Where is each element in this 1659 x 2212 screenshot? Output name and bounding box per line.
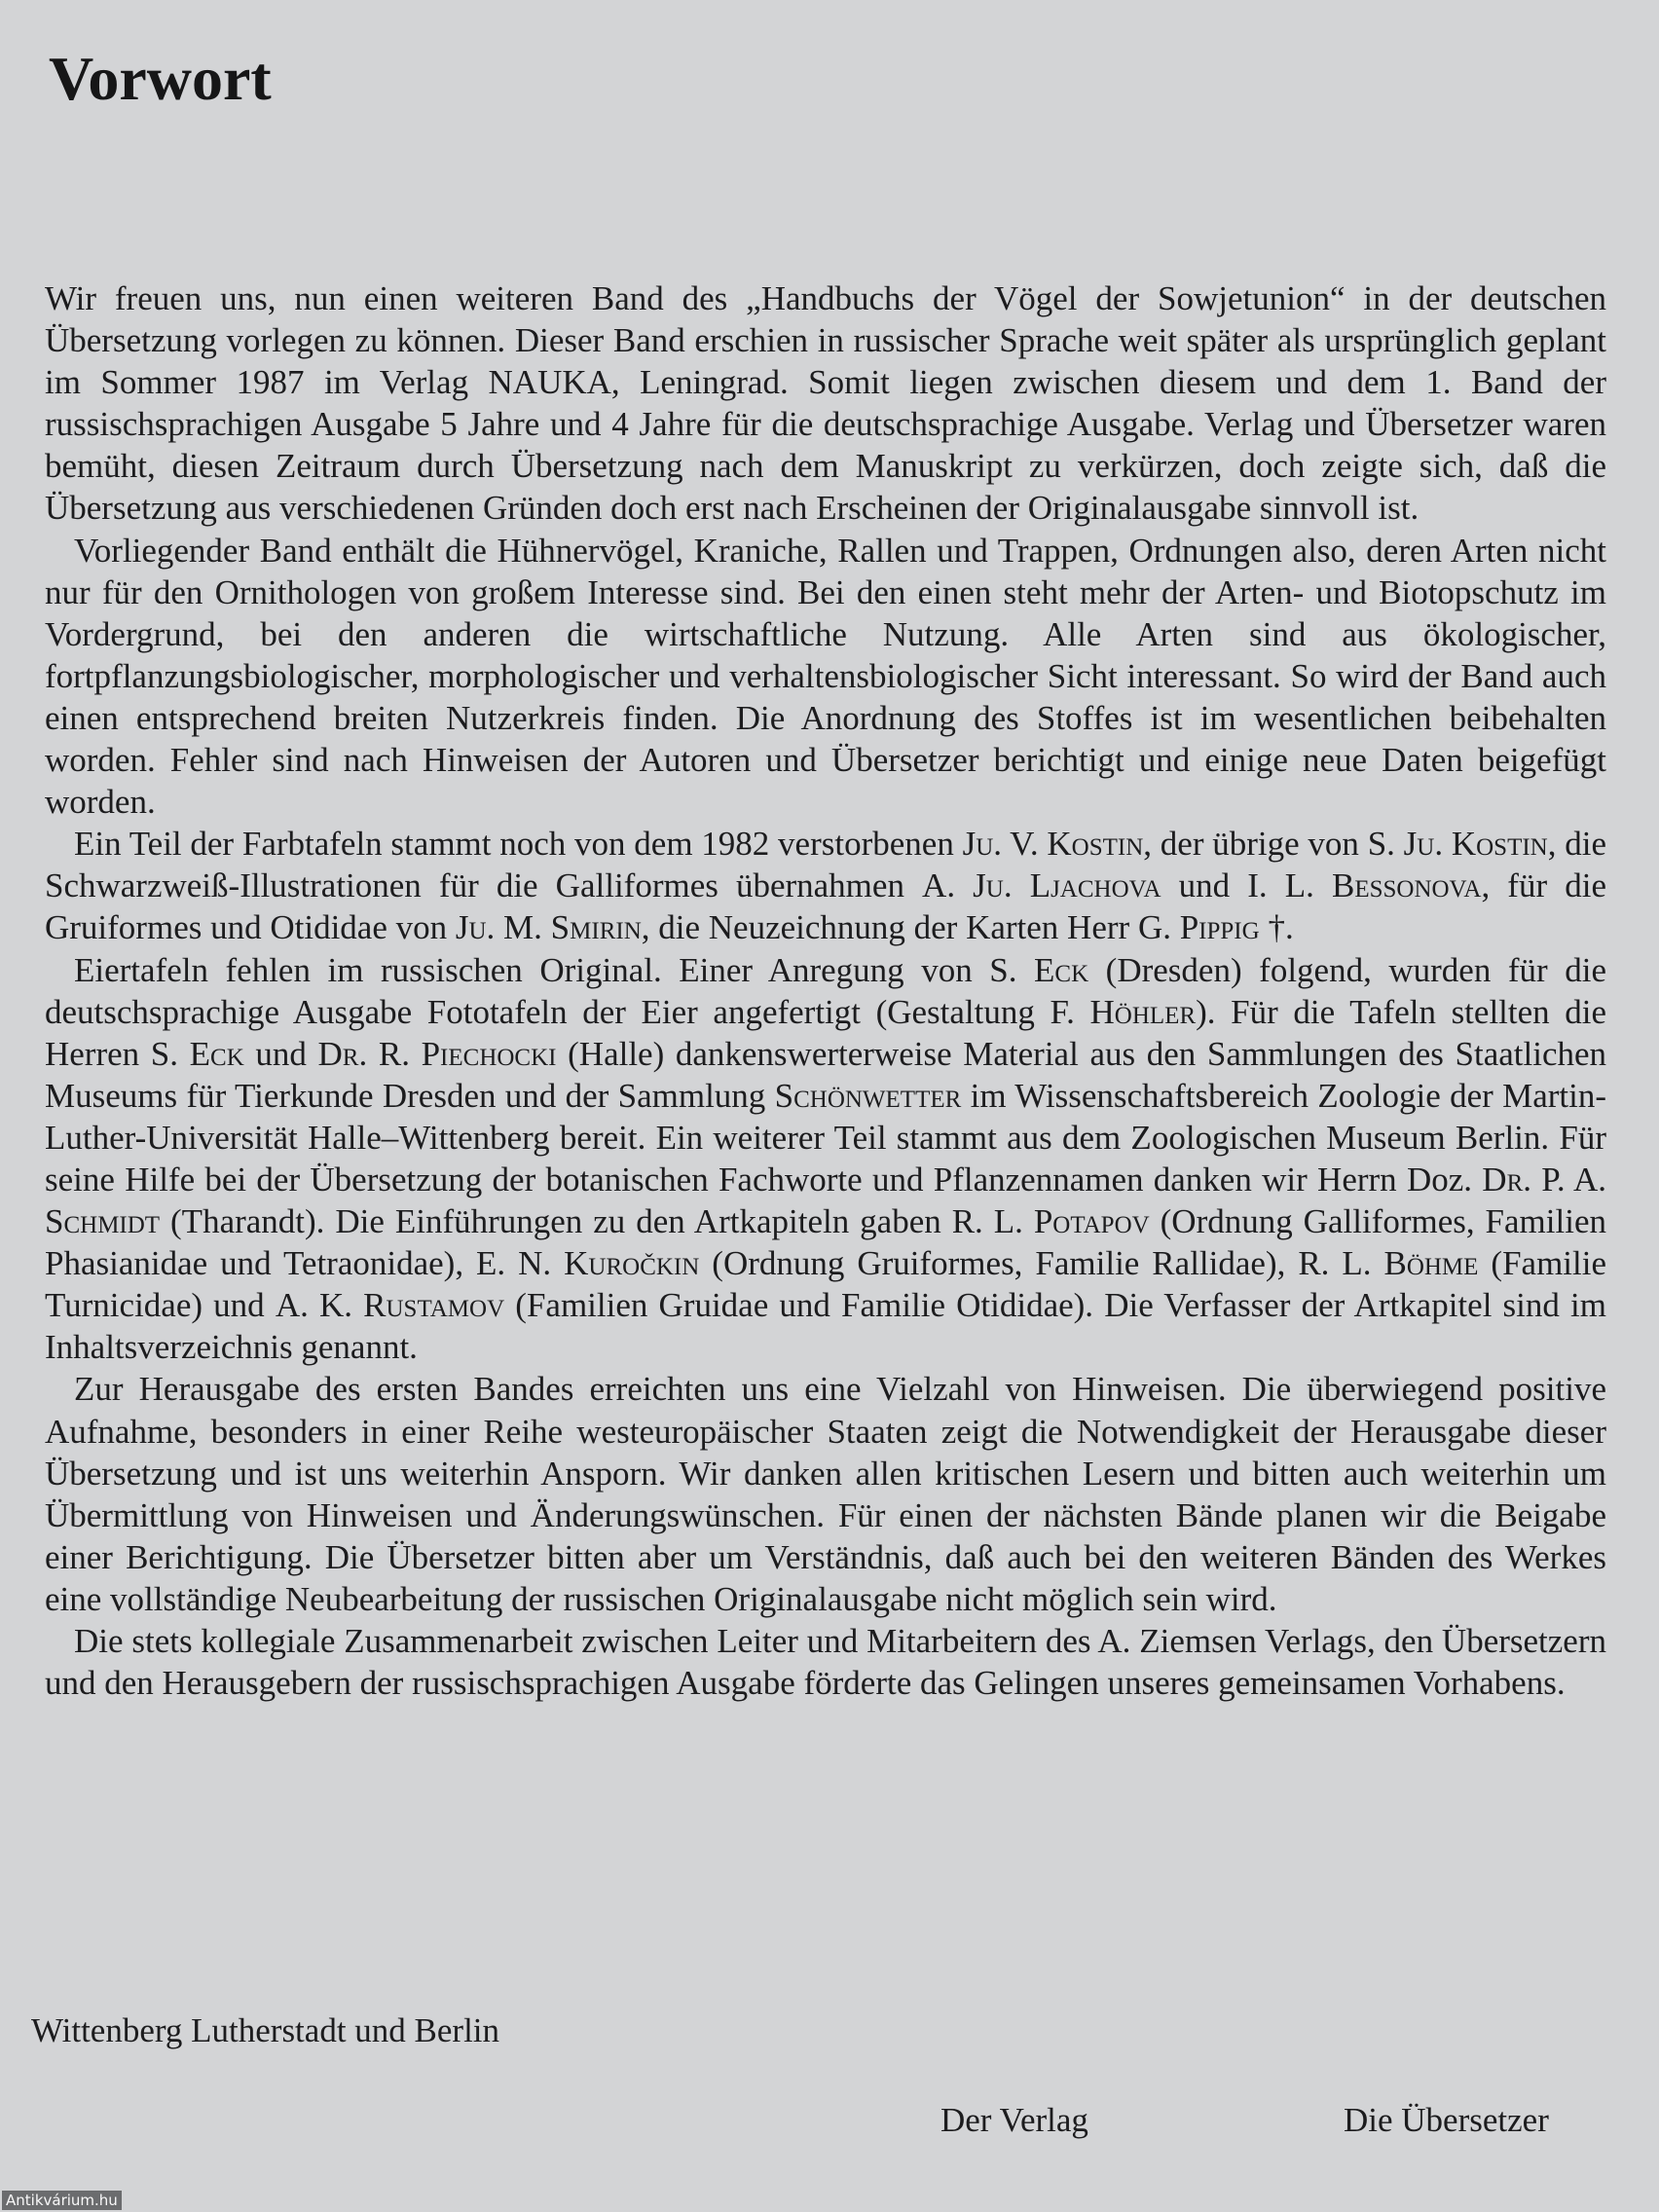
person-name: F. Höhler: [1050, 992, 1197, 1031]
paragraph: [45, 1368, 1606, 1620]
person-name: Schönwetter: [774, 1076, 962, 1115]
text-run: Zur Herausgabe des ersten Bandes erreichten uns eine Vielzahl von Hinweisen. Die überwiegend positive Aufnahme, besonders in einer Reihe westeuropäischer Staaten zeigt die Notwendigkeit der Herausgabe dieser Übersetzung und ist uns weiterhin Ansporn. Wir danken allen kritischen Lesern und bitten auch weiterhin um Übermittlung von Hinweisen und Änderungswünschen. Für einen der nächsten Bände planen wir die Beigabe einer Berichtigung. Die Übersetzer bitten aber um Verständnis, daß auch bei den weiteren Bänden des Werkes eine vollständige Neubearbeitung der russischen Originalausgabe nicht möglich sein wird.: [45, 1370, 1606, 1618]
page-title: Vorwort: [49, 44, 272, 113]
person-name: Dr. R. Piechocki: [317, 1034, 557, 1073]
paragraph: [45, 530, 1606, 824]
person-name: E. N. Kuročkin: [476, 1244, 700, 1283]
watermark-label: Antikvárium.hu: [2, 2191, 122, 2210]
person-name: Dr. P. A. Schmidt: [45, 1160, 1606, 1241]
text-run: (Tharandt). Die Einführungen zu den Artkapiteln gaben: [160, 1202, 952, 1241]
text-run: , der übrige von: [1143, 825, 1368, 864]
text-run: ). Für die Tafeln stellten die Herren: [45, 992, 1607, 1073]
text-run: †.: [1259, 908, 1294, 947]
paragraph: [45, 949, 1606, 1369]
person-name: S. Eck: [989, 950, 1089, 989]
text-run: Ein Teil der Farbtafeln stammt noch von dem 1982 verstorbenen: [74, 825, 963, 864]
text-run: (Dresden) folgend, wurden für die deutschsprachige Ausgabe Fototafeln der Eier angefertigt (Gestaltung: [45, 950, 1607, 1031]
person-name: A. Ju. Ljachova: [922, 866, 1161, 905]
text-run: , die Schwarzweiß-Illustrationen für die Galliformes übernahmen: [45, 825, 1606, 905]
text-run: Wir freuen uns, nun einen weiteren Band des „Handbuchs der Vögel der Sowjetunion“ in der deutschen Übersetzung vorlegen zu können. Dieser Band erschien in russischer Sprache weit später als ursprünglich geplant im Sommer 1987 im Verlag NAUKA, Leningrad. Somit liegen zwischen diesem und dem 1. Band der russischsprachigen Ausgabe 5 Jahre und 4 Jahre für die deutschsprachige Ausgabe. Verlag und Übersetzer waren bemüht, diesen Zeitraum durch Übersetzung nach dem Manuskript zu verkürzen, doch zeigte sich, daß die Übersetzung aus verschiedenen Gründen doch erst nach Erscheinen der Originalausgabe sinnvoll ist.: [45, 279, 1606, 528]
person-name: Ju. V. Kostin: [962, 825, 1144, 864]
text-run: und: [1161, 866, 1248, 905]
text-run: (Halle) dankenswerterweise Material aus den Sammlungen des Staatlichen Museums für Tierkunde Dresden und der Sammlung: [45, 1034, 1607, 1115]
signature-publisher: Der Verlag: [940, 2101, 1088, 2139]
text-run: , die Neuzeichnung der Karten Herr: [641, 908, 1138, 947]
text-run: (Familien Gruidae und Familie Otididae). Die Verfasser der Artkapitel sind im Inhaltsverzeichnis genannt.: [45, 1286, 1607, 1367]
person-name: R. L. Böhme: [1298, 1244, 1479, 1283]
text-run: (Familie Turnicidae) und: [45, 1244, 1606, 1325]
signature-translators: Die Übersetzer: [1344, 2101, 1549, 2139]
paragraph: [45, 1620, 1606, 1704]
text-run: im Wissenschaftsbereich Zoologie der Martin-Luther-Universität Halle–Wittenberg bereit. Ein weiterer Teil stammt aus dem Zoologischen Museum Berlin. Für seine Hilfe bei der Übersetzung der botanischen Fachworte und Pflanzennamen danken wir Herrn Doz.: [45, 1076, 1606, 1198]
text-run: Eiertafeln fehlen im russischen Original. Einer Anregung von: [74, 950, 990, 989]
person-name: S. Eck: [150, 1034, 244, 1073]
person-name: R. L. Potapov: [951, 1202, 1150, 1241]
person-name: S. Ju. Kostin: [1367, 825, 1548, 864]
text-run: und: [243, 1034, 318, 1073]
text-run: Die stets kollegiale Zusammenarbeit zwischen Leiter und Mitarbeitern des A. Ziemsen Verlags, den Übersetzern und den Herausgebern der russischsprachigen Ausgabe förderte das Gelingen unseres gemeinsamen Vorhabens.: [45, 1622, 1606, 1703]
paragraph: [45, 823, 1606, 948]
person-name: Ju. M. Smirin: [455, 908, 642, 947]
text-run: (Ordnung Galliformes, Familien Phasianidae und Tetraonidae),: [45, 1202, 1606, 1283]
place-line: Wittenberg Lutherstadt und Berlin: [31, 2011, 500, 2049]
foreword-body: [45, 277, 1606, 1704]
paragraph: [45, 277, 1606, 530]
person-name: I. L. Bessonova: [1247, 866, 1482, 905]
text-run: Vorliegender Band enthält die Hühnervögel, Kraniche, Rallen und Trappen, Ordnungen also, deren Arten nicht nur für den Ornithologen von großem Interesse sind. Bei den einen steht mehr der Arten- und Biotopschutz im Vordergrund, bei den anderen die wirtschaftliche Nutzung. Alle Arten sind aus ökologischer, fortpflanzungsbiologischer, morphologischer und verhaltensbiologischer Sicht interessant. So wird der Band auch einen entsprechend breiten Nutzerkreis finden. Die Anordnung des Stoffes ist im wesentlichen beibehalten worden. Fehler sind nach Hinweisen der Autoren und Übersetzer berichtigt und einige neue Daten beigefügt worden.: [45, 531, 1606, 822]
person-name: A. K. Rustamov: [275, 1286, 505, 1325]
text-run: (Ordnung Gruiformes, Familie Rallidae),: [699, 1244, 1299, 1283]
person-name: G. Pippig: [1137, 908, 1260, 947]
text-run: , für die Gruiformes und Otididae von: [45, 866, 1606, 947]
